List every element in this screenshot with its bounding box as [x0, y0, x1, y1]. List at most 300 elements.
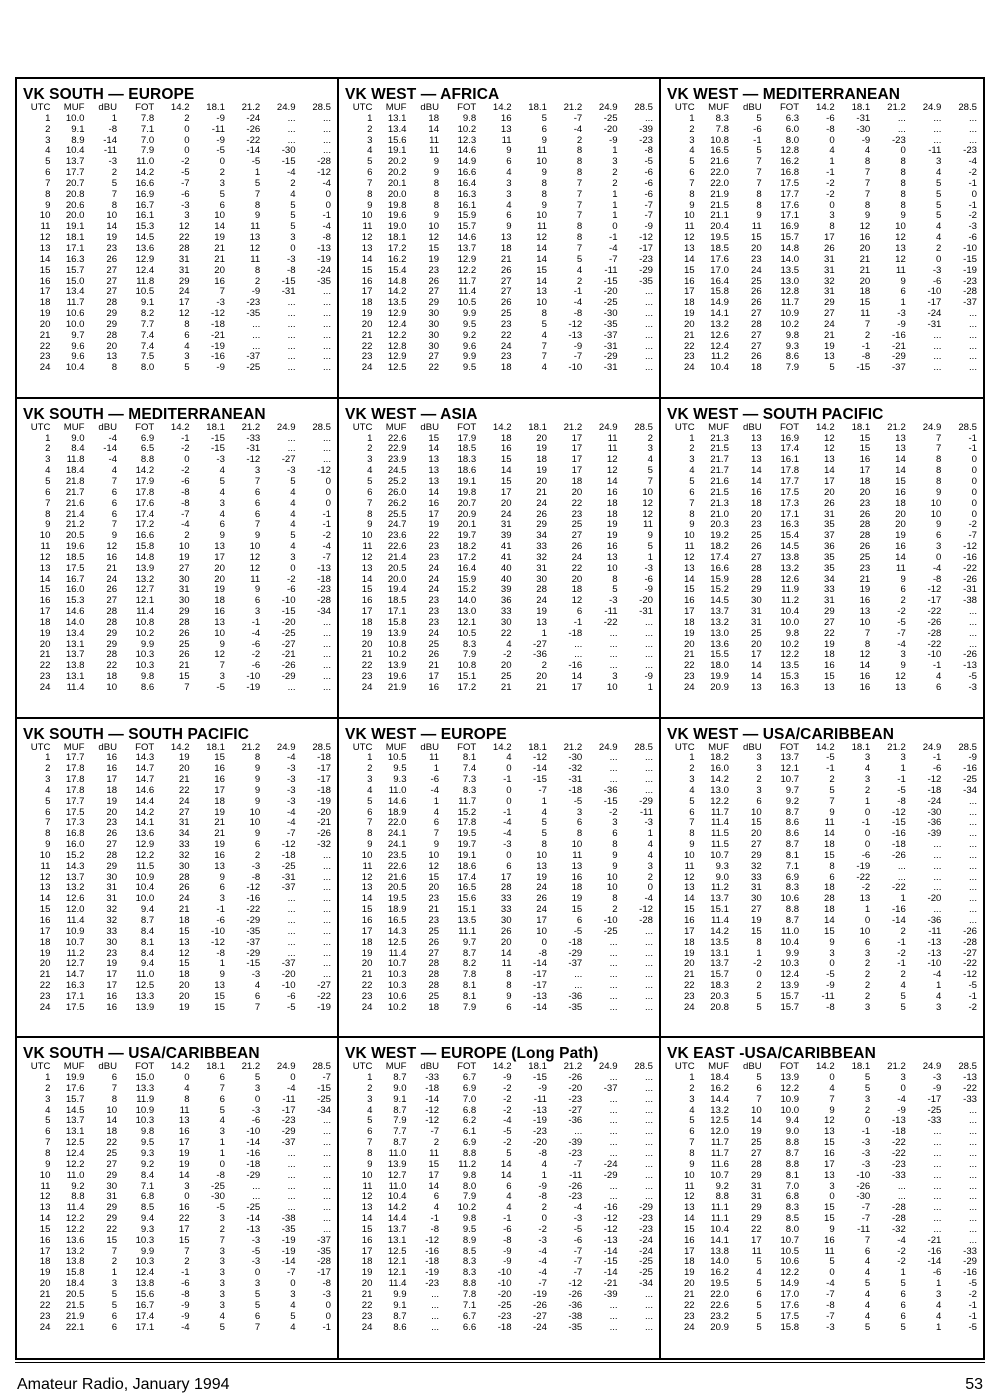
- table-cell: 14: [683, 253, 695, 265]
- table-cell: 14.5: [135, 232, 155, 244]
- table-cell: -33: [891, 1169, 906, 1181]
- table-cell: 16.6: [457, 167, 477, 179]
- table-cell: 0: [612, 221, 618, 233]
- table-cell: 19.1: [65, 221, 85, 233]
- table-cell: 7: [45, 817, 51, 829]
- table-cell: 21.7: [710, 454, 729, 466]
- table-row: [345, 331, 655, 342]
- column-header: 28.5: [958, 421, 977, 433]
- table-cell: 26: [106, 828, 118, 840]
- table-cell: 10: [571, 839, 583, 851]
- table-cell: 17: [106, 980, 118, 992]
- table-cell: -16: [603, 1202, 618, 1214]
- table-cell: 31: [178, 264, 190, 276]
- table-cell: -1: [968, 177, 977, 189]
- table-cell: 16.9: [780, 221, 800, 233]
- table-cell: 31: [178, 253, 190, 265]
- table-row: [667, 1236, 979, 1247]
- table-cell: ...: [969, 893, 977, 905]
- table-cell: 18: [606, 497, 618, 509]
- table-cell: 6: [111, 497, 118, 509]
- table-cell: 25: [751, 627, 762, 639]
- table-cell: 9.9: [140, 638, 155, 650]
- forecast-panel: [17, 719, 339, 1039]
- table-cell: 13: [361, 882, 373, 894]
- table-cell: ...: [933, 1126, 942, 1138]
- table-cell: -18: [568, 784, 583, 796]
- table-cell: 13: [895, 242, 906, 254]
- table-cell: 2: [219, 1223, 225, 1235]
- table-cell: 9.0: [71, 432, 85, 444]
- table-cell: 11.8: [66, 454, 85, 466]
- table-cell: 15.3: [780, 671, 800, 683]
- table-cell: 16: [361, 275, 373, 287]
- table-cell: 2: [864, 329, 871, 341]
- table-cell: 8: [254, 199, 261, 211]
- table-row: [345, 1003, 655, 1014]
- table-cell: 6: [506, 1180, 512, 1192]
- column-header: 28.5: [312, 421, 331, 433]
- table-cell: -2: [968, 1001, 977, 1013]
- table-cell: -2: [897, 606, 906, 618]
- table-cell: 16: [859, 232, 871, 244]
- table-cell: -1: [322, 210, 331, 222]
- column-header: FOT: [135, 1061, 155, 1073]
- table-cell: 14.5: [780, 541, 800, 553]
- table-cell: -9: [573, 340, 583, 352]
- table-cell: 6: [576, 915, 583, 926]
- table-cell: 15.3: [135, 221, 155, 233]
- table-cell: 14.5: [65, 1104, 85, 1116]
- table-cell: -13: [927, 936, 942, 948]
- table-cell: 9: [506, 221, 512, 233]
- table-cell: 9: [45, 839, 51, 851]
- table-cell: 8: [367, 508, 373, 520]
- table-cell: 21: [428, 904, 440, 916]
- table-cell: -10: [603, 915, 618, 926]
- table-cell: 20.8: [710, 1001, 729, 1013]
- table-cell: 16.1: [780, 454, 800, 466]
- table-cell: 14: [39, 253, 51, 265]
- table-cell: -4: [287, 752, 296, 764]
- table-cell: 17: [214, 551, 225, 563]
- table-cell: 0: [506, 763, 512, 775]
- table-cell: -2: [181, 156, 190, 168]
- table-cell: 20: [683, 958, 695, 970]
- table-row: [345, 1095, 655, 1106]
- table-cell: -27: [533, 638, 547, 650]
- table-cell: 31: [106, 1191, 118, 1203]
- table-cell: 14: [683, 573, 695, 585]
- table-cell: 21.9: [387, 682, 407, 693]
- table-cell: ...: [323, 443, 331, 455]
- table-cell: 3: [290, 232, 296, 244]
- table-cell: 17.1: [387, 606, 407, 618]
- table-cell: -14: [533, 958, 547, 970]
- table-cell: 3: [829, 947, 835, 959]
- table-cell: -19: [963, 264, 977, 276]
- table-cell: -7: [644, 210, 653, 222]
- table-cell: ...: [969, 817, 977, 829]
- table-cell: -6: [430, 774, 440, 786]
- table-cell: 20: [214, 264, 225, 276]
- table-cell: 1: [45, 112, 51, 124]
- table-cell: -14: [103, 443, 118, 455]
- table-cell: 9.5: [462, 318, 477, 330]
- table-cell: -15: [281, 275, 296, 287]
- table-cell: 20.5: [387, 882, 407, 894]
- table-cell: -10: [963, 242, 977, 254]
- table-cell: -15: [281, 606, 296, 618]
- table-cell: 12.9: [457, 253, 477, 265]
- table-cell: 13.6: [710, 638, 729, 650]
- table-cell: 18: [361, 936, 373, 948]
- table-cell: 13: [895, 682, 906, 693]
- table-cell: 24: [536, 882, 547, 894]
- table-cell: 20: [39, 318, 51, 330]
- table-cell: 9.4: [140, 1213, 155, 1225]
- table-cell: 13: [824, 351, 835, 363]
- table-cell: 13.9: [135, 1001, 155, 1013]
- table-cell: 23: [500, 318, 512, 330]
- table-cell: -12: [246, 882, 261, 894]
- table-cell: -13: [317, 242, 331, 254]
- column-header: 14.2: [170, 741, 190, 753]
- table-cell: 12.5: [387, 936, 407, 948]
- table-cell: ...: [323, 969, 331, 981]
- table-cell: 9.6: [462, 340, 477, 352]
- table-cell: 9.5: [393, 763, 407, 775]
- table-cell: -11: [282, 1093, 296, 1105]
- table-row: [667, 266, 979, 277]
- table-cell: ...: [287, 893, 296, 905]
- table-cell: 6.8: [462, 1104, 477, 1116]
- table-cell: 15: [39, 264, 51, 276]
- table-cell: 18: [683, 936, 695, 948]
- table-cell: 1: [367, 752, 373, 764]
- column-header: UTC: [352, 741, 373, 753]
- table-cell: 9.0: [785, 1126, 800, 1138]
- table-cell: -24: [927, 795, 942, 807]
- table-cell: 26: [824, 497, 835, 509]
- table-cell: ...: [609, 1321, 618, 1333]
- table-cell: ...: [609, 1072, 618, 1084]
- table-cell: 17.4: [457, 871, 477, 883]
- table-cell: 19: [39, 1267, 51, 1279]
- table-cell: 25.2: [387, 475, 407, 487]
- table-cell: 9: [254, 584, 261, 596]
- table-cell: 21.4: [65, 508, 85, 520]
- table-cell: 25: [428, 925, 440, 937]
- table-cell: ...: [323, 1180, 331, 1192]
- panel-title: VK WEST — SOUTH PACIFIC: [667, 405, 884, 423]
- column-header: 28.5: [958, 741, 977, 753]
- table-cell: 16: [606, 486, 618, 498]
- table-cell: 24: [428, 562, 440, 574]
- table-cell: 6: [829, 871, 835, 883]
- table-cell: 19: [214, 232, 225, 244]
- table-cell: 25: [500, 671, 512, 683]
- table-cell: 13.3: [135, 990, 155, 1002]
- table-cell: 16: [751, 486, 762, 498]
- table-cell: -25: [603, 925, 618, 937]
- table-cell: 16.2: [780, 156, 800, 168]
- table-cell: -14: [425, 1093, 440, 1105]
- table-cell: -23: [568, 1148, 583, 1159]
- table-cell: 24: [683, 362, 695, 374]
- table-cell: -19: [317, 1001, 331, 1013]
- column-header: 21.2: [563, 741, 583, 753]
- table-cell: 9: [612, 860, 618, 872]
- table-cell: ...: [969, 606, 977, 618]
- table-cell: 2: [689, 123, 695, 135]
- table-cell: 28: [751, 1158, 762, 1170]
- table-cell: -8: [287, 264, 296, 276]
- table-cell: ...: [933, 839, 942, 851]
- table-row: [667, 114, 979, 125]
- table-cell: 20: [824, 486, 835, 498]
- table-cell: -36: [568, 1299, 583, 1311]
- table-cell: 16.5: [457, 882, 477, 894]
- table-cell: 3: [219, 1299, 225, 1311]
- table-cell: 18: [361, 1256, 373, 1268]
- column-header: FOT: [135, 741, 155, 753]
- table-cell: 8: [576, 145, 583, 157]
- table-cell: -1: [826, 167, 835, 179]
- table-cell: 10: [606, 882, 618, 894]
- table-cell: 5: [900, 1278, 906, 1290]
- table-cell: 17.6: [135, 497, 155, 509]
- table-cell: 17.4: [780, 443, 800, 455]
- table-cell: 8.8: [140, 454, 155, 466]
- table-cell: 5: [612, 584, 618, 596]
- table-cell: 26: [536, 893, 547, 905]
- table-row: [667, 1323, 979, 1334]
- table-cell: 14.2: [387, 1202, 407, 1214]
- table-cell: 9.8: [140, 671, 155, 683]
- table-cell: 8.9: [462, 1234, 477, 1246]
- table-cell: 24: [361, 1321, 373, 1333]
- table-cell: 16: [859, 454, 871, 466]
- table-cell: 13.6: [135, 242, 155, 254]
- column-header: 18.1: [206, 741, 225, 753]
- table-cell: 27: [751, 1148, 762, 1159]
- table-cell: -1: [861, 1126, 871, 1138]
- table-cell: 22: [361, 660, 373, 672]
- table-row: [23, 1171, 333, 1182]
- table-cell: 10.5: [457, 627, 477, 639]
- table-cell: 22: [500, 329, 512, 341]
- table-cell: -13: [963, 660, 977, 672]
- table-cell: -10: [927, 649, 942, 661]
- table-cell: 1: [367, 1072, 373, 1084]
- table-cell: 12.2: [65, 1223, 85, 1235]
- table-cell: 0: [829, 134, 835, 146]
- table-cell: 21.9: [710, 188, 729, 200]
- table-cell: 17: [683, 606, 695, 618]
- table-cell: 5: [367, 795, 373, 807]
- table-cell: 8: [541, 308, 547, 320]
- table-cell: 11: [895, 264, 906, 276]
- table-cell: 13: [361, 1202, 373, 1214]
- table-cell: 8: [45, 508, 51, 520]
- table-cell: -2: [287, 573, 296, 585]
- table-cell: 5: [689, 795, 695, 807]
- table-cell: -32: [891, 1223, 906, 1235]
- table-cell: 12.4: [780, 969, 800, 981]
- table-cell: 17: [106, 774, 118, 786]
- table-cell: 13: [361, 562, 373, 574]
- table-cell: 8: [45, 188, 51, 200]
- table-cell: 12.4: [387, 318, 407, 330]
- table-cell: 10.9: [65, 925, 85, 937]
- panel-title: VK SOUTH — SOUTH PACIFIC: [23, 725, 250, 743]
- table-cell: ...: [323, 1223, 331, 1235]
- table-cell: 9: [829, 936, 835, 948]
- table-cell: -3: [287, 784, 296, 796]
- table-cell: 7: [541, 340, 547, 352]
- table-cell: 23: [571, 508, 583, 520]
- panel-title: VK EAST -USA/CARIBBEAN: [667, 1045, 876, 1063]
- table-cell: 10: [606, 682, 618, 693]
- table-cell: -13: [317, 562, 331, 574]
- table-cell: -28: [963, 936, 977, 948]
- table-cell: -7: [573, 351, 583, 363]
- table-cell: 9.3: [140, 1223, 155, 1235]
- table-cell: 24.5: [387, 465, 407, 477]
- table-cell: -1: [826, 763, 835, 775]
- table-cell: -7: [287, 1267, 296, 1279]
- table-cell: 14.1: [710, 1234, 729, 1246]
- table-cell: -7: [573, 1267, 583, 1279]
- table-cell: -16: [568, 660, 583, 672]
- table-cell: 8: [612, 839, 618, 851]
- table-cell: 24: [428, 573, 440, 585]
- table-cell: 8: [612, 893, 618, 905]
- table-cell: 15: [214, 752, 225, 764]
- table-cell: -19: [425, 1267, 440, 1279]
- table-cell: 4: [290, 508, 296, 520]
- column-header: dBU: [420, 421, 440, 433]
- table-cell: 20: [571, 486, 583, 498]
- table-cell: 12: [859, 649, 871, 661]
- table-cell: 4: [184, 1082, 190, 1094]
- table-cell: 7: [367, 177, 373, 189]
- table-cell: 11: [362, 541, 373, 553]
- table-cell: -1: [430, 1213, 440, 1225]
- forecast-panel: [17, 1038, 339, 1358]
- table-cell: ...: [609, 958, 618, 970]
- table-cell: 13: [683, 882, 695, 894]
- table-cell: ...: [609, 969, 618, 981]
- table-cell: 5: [756, 1256, 762, 1268]
- table-cell: 7: [219, 1234, 225, 1246]
- table-cell: 15: [500, 454, 512, 466]
- table-cell: 16: [214, 763, 225, 775]
- table-cell: 14.1: [135, 817, 155, 829]
- column-header: MUF: [385, 741, 407, 753]
- table-cell: ...: [287, 1169, 296, 1181]
- table-cell: ...: [323, 627, 331, 639]
- table-cell: 10: [428, 221, 440, 233]
- table-cell: -17: [639, 242, 653, 254]
- table-cell: ...: [609, 649, 618, 661]
- table-cell: 10.6: [780, 1256, 800, 1268]
- table-cell: -3: [287, 253, 296, 265]
- table-cell: 20: [361, 1278, 373, 1290]
- table-cell: -10: [927, 286, 942, 298]
- table-cell: 16: [683, 275, 695, 287]
- table-cell: 5: [756, 1072, 762, 1084]
- table-cell: 40: [500, 573, 512, 585]
- table-cell: -2: [968, 519, 977, 531]
- column-header: FOT: [457, 1061, 477, 1073]
- table-row: [345, 190, 655, 201]
- table-cell: 6.9: [785, 871, 800, 883]
- table-cell: 9.9: [462, 308, 477, 320]
- table-cell: 30: [178, 595, 190, 607]
- table-cell: ...: [645, 1191, 653, 1203]
- table-cell: 1: [900, 297, 906, 309]
- table-cell: -4: [287, 167, 296, 179]
- table-cell: 23: [361, 351, 373, 363]
- table-cell: 17.7: [65, 167, 85, 179]
- table-cell: 17.7: [780, 475, 800, 487]
- table-cell: 13: [895, 432, 906, 444]
- table-cell: 21: [859, 264, 871, 276]
- table-cell: 31: [824, 595, 835, 607]
- table-cell: 5: [541, 817, 547, 829]
- table-cell: 22.6: [387, 541, 407, 553]
- table-cell: -16: [891, 329, 906, 341]
- table-cell: 21.5: [710, 486, 729, 498]
- table-cell: ...: [609, 774, 618, 786]
- column-header: 21.2: [241, 102, 261, 113]
- table-cell: 24: [178, 286, 190, 298]
- column-header: 24.9: [922, 1061, 942, 1073]
- table-cell: 10.2: [387, 1001, 407, 1013]
- table-cell: 16: [39, 595, 51, 607]
- table-cell: 13.2: [710, 1104, 729, 1116]
- column-header: MUF: [385, 1061, 407, 1073]
- column-header: FOT: [135, 421, 155, 433]
- table-cell: 0: [647, 882, 653, 894]
- column-header: 18.1: [851, 1061, 871, 1073]
- table-row: [667, 1182, 979, 1193]
- table-cell: -8: [538, 947, 547, 959]
- table-cell: 14: [361, 893, 373, 905]
- table-cell: 32: [178, 849, 190, 861]
- table-cell: -30: [281, 145, 296, 157]
- table-cell: 37: [824, 530, 835, 542]
- table-cell: -4: [287, 817, 296, 829]
- table-cell: 3: [756, 752, 762, 764]
- table-cell: 17.1: [65, 242, 85, 254]
- table-cell: 5: [45, 156, 51, 168]
- table-cell: 4: [576, 264, 583, 276]
- table-cell: 10: [361, 1169, 373, 1181]
- table-cell: -31: [856, 112, 871, 124]
- table-cell: 4: [936, 221, 942, 233]
- table-cell: 15.9: [457, 573, 477, 585]
- table-cell: 13: [500, 123, 512, 135]
- table-cell: 1: [756, 947, 762, 959]
- table-cell: 10: [39, 1169, 51, 1181]
- table-cell: -17: [927, 595, 942, 607]
- table-cell: 31: [751, 1180, 762, 1192]
- table-cell: 3: [367, 1093, 373, 1105]
- table-cell: 26: [536, 508, 547, 520]
